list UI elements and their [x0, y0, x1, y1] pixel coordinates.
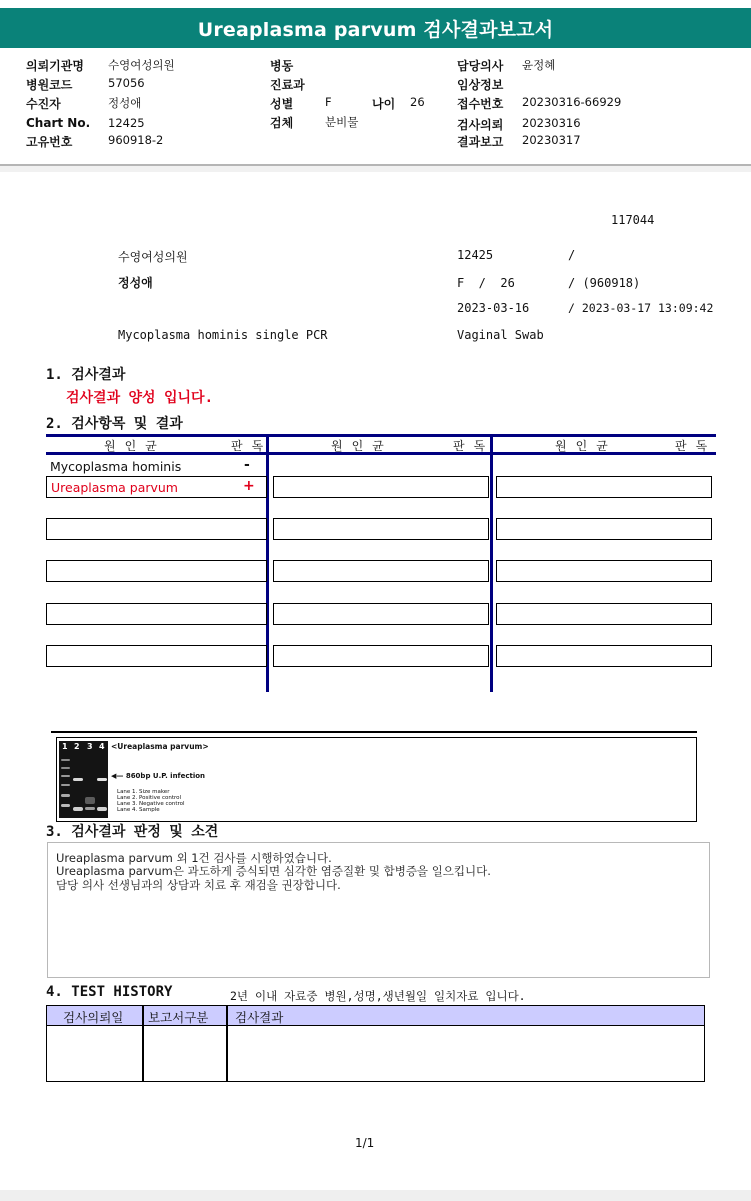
- gel-band: [61, 784, 70, 786]
- empty-result-cell: [273, 645, 489, 667]
- gel-legend-item: Lane 2. Positive control: [117, 795, 182, 801]
- sex-value: F: [325, 95, 332, 109]
- report-date-value: 20230317: [522, 133, 581, 147]
- request-date-label: 검사의뢰: [457, 118, 504, 132]
- section2-title: 2. 검사항목 및 결과: [46, 416, 183, 432]
- hospital-code-label: 병원코드: [26, 78, 73, 92]
- report-date-label: 결과보고: [457, 135, 504, 149]
- history-col-divider: [142, 1006, 144, 1081]
- summary-id: 117044: [611, 213, 655, 227]
- col-header-organism: 원인균: [555, 439, 617, 453]
- clinical-info-label: 임상정보: [457, 78, 504, 92]
- empty-result-cell: [496, 560, 712, 582]
- gel-legend-item: Lane 4. Sample: [117, 807, 160, 813]
- gel-electrophoresis-image: [59, 741, 108, 818]
- empty-result-cell: [46, 603, 267, 625]
- unique-id-value: 960918-2: [108, 133, 164, 147]
- gel-band: [85, 797, 95, 804]
- gel-image-box: [56, 737, 697, 822]
- empty-result-cell: [496, 518, 712, 540]
- chart-label: Chart No.: [26, 116, 91, 130]
- gel-legend-item: Lane 3. Negative control: [117, 801, 185, 807]
- col-header-group-1: [46, 437, 273, 453]
- empty-result-cell: [46, 560, 267, 582]
- history-note: 2년 이내 자료중 병원,성명,생년월일 일치자료 입니다.: [230, 989, 526, 1003]
- header-shadow: [0, 166, 751, 172]
- gel-arrow-label: ◀— 860bp U.P. infection: [111, 772, 206, 780]
- grid-col-divider-2: [490, 434, 493, 692]
- col-header-organism: 원인균: [331, 439, 393, 453]
- summary-chart: 12425: [457, 248, 494, 262]
- empty-result-cell: [46, 518, 267, 540]
- gel-band: [73, 807, 83, 811]
- summary-slash: /: [568, 248, 576, 262]
- page-number: 1/1: [355, 1136, 375, 1150]
- institution-value: 수영여성의원: [108, 58, 175, 72]
- summary-specimen: Vaginal Swab: [457, 328, 544, 342]
- specimen-value: 분비물: [325, 115, 359, 129]
- ward-label: 병동: [270, 59, 294, 73]
- patient-value: 정성애: [108, 96, 142, 110]
- gel-divider: [51, 731, 697, 733]
- history-table: [46, 1005, 705, 1082]
- history-col-divider: [226, 1006, 228, 1081]
- judgement-positive: +: [243, 478, 255, 494]
- summary-request-date: 2023-03-16: [457, 301, 530, 315]
- opinion-box: [47, 842, 710, 978]
- summary-institution: 수영여성의원: [118, 250, 188, 264]
- history-col-result: 검사결과: [235, 1010, 284, 1025]
- lane-label: 4: [99, 742, 105, 751]
- empty-result-cell: [273, 560, 489, 582]
- summary-report-time: / 2023-03-17 13:09:42: [568, 301, 714, 315]
- receipt-number-label: 접수번호: [457, 97, 504, 111]
- col-header-judge: 판독: [453, 439, 495, 453]
- empty-result-cell: [496, 603, 712, 625]
- summary-test-name: Mycoplasma hominis single PCR: [118, 328, 328, 342]
- history-table-header: [47, 1006, 704, 1026]
- footer-bar: [0, 1190, 751, 1201]
- organism-name: Ureaplasma parvum: [51, 480, 178, 495]
- specimen-label: 검체: [270, 116, 294, 130]
- summary-sex-age: F / 26: [457, 276, 515, 290]
- col-header-group-3: [493, 437, 716, 453]
- judgement-negative: -: [244, 457, 250, 473]
- age-label: 나이: [372, 97, 396, 111]
- gel-band: [97, 778, 107, 781]
- col-header-group-2: [269, 437, 495, 453]
- opinion-line: Ureaplasma parvum은 과도하게 증식되면 심각한 염증질환 및 합병증을 일으킵니다.: [56, 864, 491, 878]
- chart-value: 12425: [108, 116, 145, 130]
- summary-birth: / (960918): [568, 276, 641, 290]
- doctor-value: 윤정혜: [522, 58, 556, 72]
- empty-result-cell: [273, 476, 489, 498]
- department-label: 진료과: [270, 78, 305, 92]
- result-positive-text: 검사결과 양성 입니다.: [66, 390, 214, 406]
- result-row: [46, 456, 266, 478]
- gel-title: <Ureaplasma parvum>: [111, 742, 209, 751]
- lane-label: 3: [87, 742, 93, 751]
- gel-band: [73, 778, 83, 781]
- gel-band: [61, 775, 70, 777]
- doctor-label: 담당의사: [457, 59, 504, 73]
- col-header-judge: 판독: [231, 439, 273, 453]
- history-col-request-date: 검사의뢰일: [63, 1010, 124, 1025]
- patient-label: 수진자: [26, 97, 61, 111]
- result-row: [46, 476, 267, 498]
- gel-legend-item: Lane 1. Size maker: [117, 789, 170, 795]
- institution-label: 의뢰기관명: [26, 59, 84, 73]
- unique-id-label: 고유번호: [26, 135, 73, 149]
- empty-result-cell: [496, 476, 712, 498]
- hospital-code-value: 57056: [108, 76, 145, 90]
- gel-band: [97, 807, 107, 811]
- request-date-value: 20230316: [522, 116, 581, 130]
- age-value: 26: [410, 95, 425, 109]
- summary-patient: 정성애: [118, 276, 153, 290]
- empty-result-cell: [273, 518, 489, 540]
- col-header-organism: 원인균: [104, 439, 166, 453]
- section4-title: 4. TEST HISTORY: [46, 984, 173, 1000]
- empty-result-cell: [46, 645, 267, 667]
- opinion-line: 담당 의사 선생님과의 상담과 치료 후 재검을 권장합니다.: [56, 878, 341, 892]
- gel-band: [61, 767, 70, 769]
- section1-title: 1. 검사결과: [46, 367, 126, 383]
- organism-name: Mycoplasma hominis: [50, 459, 182, 474]
- gel-band: [61, 804, 70, 807]
- section3-title: 3. 검사결과 판정 및 소견: [46, 824, 219, 840]
- gel-band: [61, 759, 70, 761]
- empty-result-cell: [273, 603, 489, 625]
- lane-label: 2: [74, 742, 80, 751]
- gel-band: [85, 807, 95, 810]
- history-col-report-type: 보고서구분: [148, 1010, 209, 1025]
- col-header-judge: 판독: [675, 439, 717, 453]
- opinion-line: Ureaplasma parvum 외 1건 검사를 시행하였습니다.: [56, 851, 332, 865]
- sex-label: 성별: [270, 97, 294, 111]
- lane-label: 1: [62, 742, 68, 751]
- empty-result-cell: [496, 645, 712, 667]
- receipt-number-value: 20230316-66929: [522, 95, 622, 109]
- gel-band: [61, 794, 70, 797]
- report-title: Ureaplasma parvum 검사결과보고서: [0, 8, 751, 48]
